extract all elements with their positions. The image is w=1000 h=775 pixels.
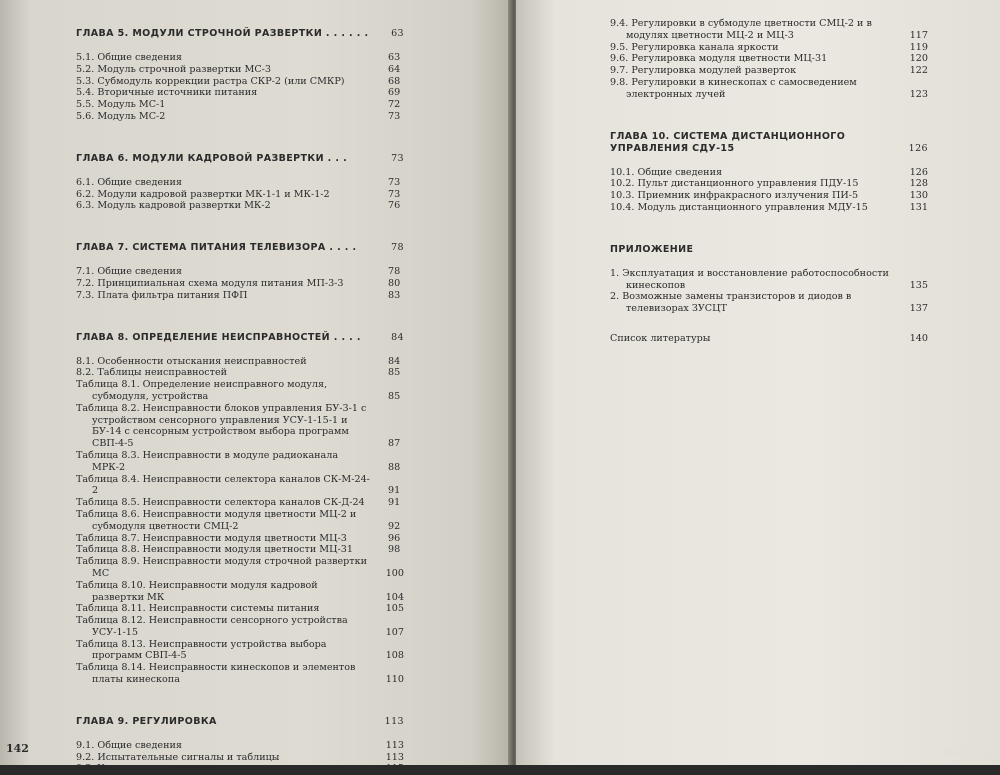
toc-entry: 6.1. Общие сведения 73 [76,176,401,188]
toc-entry-page: 122 [909,65,928,77]
chapter-heading-text: ГЛАВА 5. МОДУЛИ СТРОЧНОЙ РАЗВЕРТКИ . . . . . . [76,28,369,39]
toc-entry-text: Таблица 8.12. Неисправности сенсорного устройства УСУ-1-15 [76,615,348,638]
bibliography-entry-text: Список литературы [610,332,711,344]
toc-entry: 5.1. Общие сведения 63 [76,52,401,63]
toc-entry [610,65,930,77]
toc-entry-text: 5.4. Вторичные источники питания [76,87,258,99]
toc-entry-page: 105 [385,603,404,615]
chapter-heading [76,332,406,344]
toc-entry-text: 10.1. Общие сведения [610,166,723,178]
bibliography-entry-page: 140 [909,332,928,344]
toc-entry-page: 130 [909,190,928,202]
toc-entry-page: 128 [909,178,928,190]
toc-entry-text: 6.2. Модули кадровой развертки МК-1-1 и МК-1-2 [76,188,330,200]
toc-entry [76,615,406,639]
right-toc [610,18,930,345]
toc-entry: Таблица 8.5. Неисправности селектора каналов СК-Д-24 91 [76,497,401,509]
watermark: www.ay.by [941,748,994,759]
chapter-heading-page: 84 [391,331,404,343]
toc-entry: Таблица 8.6. Неисправности модуля цветности МЦ-2 и субмодуля цветности СМЦ-2 92 [76,508,401,532]
toc-entry [76,752,406,764]
toc-entry-text: Таблица 8.7. Неисправности модуля цветности МЦ-3 [76,532,347,544]
chapter-heading-text: ПРИЛОЖЕНИЕ [610,243,694,255]
toc-entry-text: 2. Возможные замены транзисторов и диодов в телевизорах ЗУСЦТ [610,291,852,315]
toc-entry [76,740,406,752]
toc-entry-page: 115 [385,763,404,775]
toc-entry-text: 7.1. Общие сведения [76,266,182,278]
right-page [516,0,1000,765]
toc-entry-page: 100 [385,567,404,579]
toc-entry [610,202,930,214]
toc-entry-page: 117 [909,29,928,41]
toc-entry [76,639,406,663]
chapter-heading-page: 73 [391,152,404,164]
toc-entry-text: 8.1. Особенности отыскания неисправностей [76,355,307,367]
toc-entry-text: Таблица 8.5. Неисправности селектора каналов СК-Д-24 [76,497,365,509]
toc-entry: 6.2. Модули кадровой развертки МК-1-1 и МК-1-2 73 [76,188,401,200]
toc-entry-text: 9.5. Регулировка канала яркости [610,41,779,53]
toc-entry: Таблица 8.4. Неисправности селектора каналов СК-М-24-2 91 [76,473,401,497]
chapter-heading-text: ГЛАВА 9. РЕГУЛИРОВКА [76,715,217,727]
toc-entry: 5.6. Модуль МС-2 73 [76,110,401,122]
toc-entry-text: 5.3. Субмодуль коррекции растра СКР-2 (или СМКР) [76,75,345,87]
toc-entry: Таблица 8.2. Неисправности блоков управления БУ-3-1 с устройством сенсорного управления УСУ-1-15-1 и БУ-14 с сенсорным устройством выбора программ СВП-4-5 87 [76,402,401,450]
toc-entry [610,167,930,179]
toc-entry-text: Таблица 8.9. Неисправности модуля строчной развертки МС [76,556,367,579]
toc-entry-text: 1. Эксплуатация и восстановление работоспособности кинескопов [610,267,889,291]
toc-entry [610,18,930,42]
toc-entry-page: 107 [385,626,404,638]
toc-entry-text: Таблица 8.3. Неисправности в модуле радиоканала МРК-2 [76,449,339,473]
toc-entry [76,556,406,580]
chapter-heading-page: 63 [391,28,404,39]
toc-entry-text: 9.8. Регулировки в кинескопах с самосведением электронных лучей [610,76,857,100]
toc-entry-text: 9.7. Регулировка модулей разверток [610,65,797,77]
toc-entry: 7.2. Принципиальная схема модуля питания МП-3-3 80 [76,277,401,289]
chapter-heading [76,153,406,165]
toc-entry: 5.4. Вторичные источники питания 69 [76,87,401,99]
toc-entry: Таблица 8.3. Неисправности в модуле радиоканала МРК-2 88 [76,449,401,473]
toc-entry-text: Таблица 8.2. Неисправности блоков управления БУ-3-1 с устройством сенсорного управления УСУ-1-15-1 и БУ-14 с сенсорным устройством выбора программ СВП-4-5 [76,402,367,450]
toc-entry [76,580,406,604]
toc-entry-text: 5.2. Модуль строчной развертки МС-3 [76,63,271,75]
toc-entry [610,53,930,65]
page-number: 142 [6,742,29,755]
toc-entry [76,763,406,775]
toc-entry [610,77,930,101]
toc-entry-text: 10.4. Модуль дистанционного управления МДУ-15 [610,201,868,213]
toc-entry-page: 104 [385,591,404,603]
toc-entry-page: 108 [385,650,404,662]
toc-entry: Таблица 8.8. Неисправности модуля цветности МЦ-31 98 [76,544,401,556]
chapter-heading [610,131,930,155]
toc-entry-text: Таблица 8.4. Неисправности селектора каналов СК-М-24-2 [76,473,370,497]
toc-entry [610,190,930,202]
toc-entry: 5.2. Модуль строчной развертки МС-3 64 [76,63,401,75]
toc-entry-text: 6.1. Общие сведения [76,176,182,188]
toc-entry-text: 9.4. Регулировки в субмодуле цветности СМЦ-2 и в модулях цветности МЦ-2 и МЦ-3 [610,18,872,41]
chapter-heading [76,242,406,254]
toc-entry-page: 137 [909,303,928,315]
toc-entry: 8.2. Таблицы неисправностей 85 [76,367,401,379]
toc-entry-page: 126 [909,166,928,178]
toc-entry-text: 5.6. Модуль МС-2 [76,110,166,122]
toc-entry [610,178,930,190]
toc-entry: 6.3. Модуль кадровой развертки МК-2 76 [76,200,401,212]
toc-entry-text: 10.3. Приемник инфракрасного излучения ПИ-5 [610,190,859,202]
toc-entry-page: 135 [909,279,928,291]
toc-entry-text: Таблица 8.8. Неисправности модуля цветности МЦ-31 [76,544,353,556]
chapter-heading-text: ГЛАВА 8. ОПРЕДЕЛЕНИЕ НЕИСПРАВНОСТЕЙ . . . . [76,331,361,343]
toc-entry: Таблица 8.7. Неисправности модуля цветности МЦ-3 96 [76,532,401,544]
chapter-heading-page: 113 [384,715,404,727]
toc-entry-text: 9.2. Испытательные сигналы и таблицы [76,751,280,763]
toc-entry-page: 110 [385,674,404,686]
toc-entry [610,268,930,292]
chapter-heading-page: 78 [391,242,404,254]
toc-entry: 5.5. Модуль МС-1 72 [76,99,401,111]
toc-entry-text: 9.3. Установочные регулировки [76,763,238,775]
toc-entry-text: Таблица 8.1. Определение неисправного модуля, субмодуля, устройства [76,379,328,402]
toc-entry-text: 5.1. Общие сведения [76,52,182,63]
bibliography-entry [610,333,930,345]
left-toc [76,28,406,775]
toc-entry-text: 7.3. Плата фильтра питания ПФП [76,289,248,301]
chapter-heading [76,716,406,728]
toc-entry: 7.3. Плата фильтра питания ПФП 83 [76,289,401,301]
toc-entry: 8.1. Особенности отыскания неисправностей 84 [76,355,401,367]
toc-entry-text: Таблица 8.14. Неисправности кинескопов и элементов платы кинескопа [76,662,356,686]
toc-entry: 7.1. Общие сведения 78 [76,266,401,278]
chapter-heading-text: ГЛАВА 10. СИСТЕМА ДИСТАНЦИОННОГО УПРАВЛЕНИЯ СДУ-15 [610,130,846,154]
toc-entry-text: 6.3. Модуль кадровой развертки МК-2 [76,200,271,212]
toc-entry-text: Таблица 8.10. Неисправности модуля кадровой развертки МК [76,579,318,603]
chapter-heading-text: ГЛАВА 6. МОДУЛИ КАДРОВОЙ РАЗВЕРТКИ . . . [76,152,348,164]
toc-entry-page: 120 [909,53,928,65]
toc-entry: 5.3. Субмодуль коррекции растра СКР-2 (или СМКР) 68 [76,75,401,87]
toc-entry-text: 9.6. Регулировка модуля цветности МЦ-31 [610,53,828,65]
toc-entry [76,662,406,686]
toc-entry-text: Таблица 8.11. Неисправности системы питания [76,603,320,615]
toc-entry [610,291,930,315]
toc-entry-text: 7.2. Принципиальная схема модуля питания МП-3-3 [76,277,344,289]
toc-entry [610,42,930,54]
toc-entry-text: Таблица 8.6. Неисправности модуля цветности МЦ-2 и субмодуля цветности СМЦ-2 [76,508,357,532]
toc-entry-page: 123 [909,88,928,100]
chapter-heading-page: 126 [908,142,928,154]
toc-entry-text: Таблица 8.13. Неисправности устройства выбора программ СВП-4-5 [76,638,327,662]
toc-entry: Таблица 8.1. Определение неисправного модуля, субмодуля, устройства 85 [76,379,401,402]
chapter-heading [610,244,930,256]
chapter-heading-text: ГЛАВА 7. СИСТЕМА ПИТАНИЯ ТЕЛЕВИЗОРА . . . . [76,242,357,254]
toc-entry-text: 8.2. Таблицы неисправностей [76,367,228,379]
toc-entry [76,603,406,615]
toc-entry-text: 9.1. Общие сведения [76,739,182,751]
chapter-heading [76,28,406,40]
toc-entry-page: 131 [909,201,928,213]
toc-entry-page: 113 [385,739,404,751]
toc-entry-page: 119 [909,41,928,53]
toc-entry-text: 5.5. Модуль МС-1 [76,99,166,111]
toc-entry-page: 113 [385,751,404,763]
toc-entry-text: 10.2. Пульт дистанционного управления ПДУ-15 [610,178,859,190]
